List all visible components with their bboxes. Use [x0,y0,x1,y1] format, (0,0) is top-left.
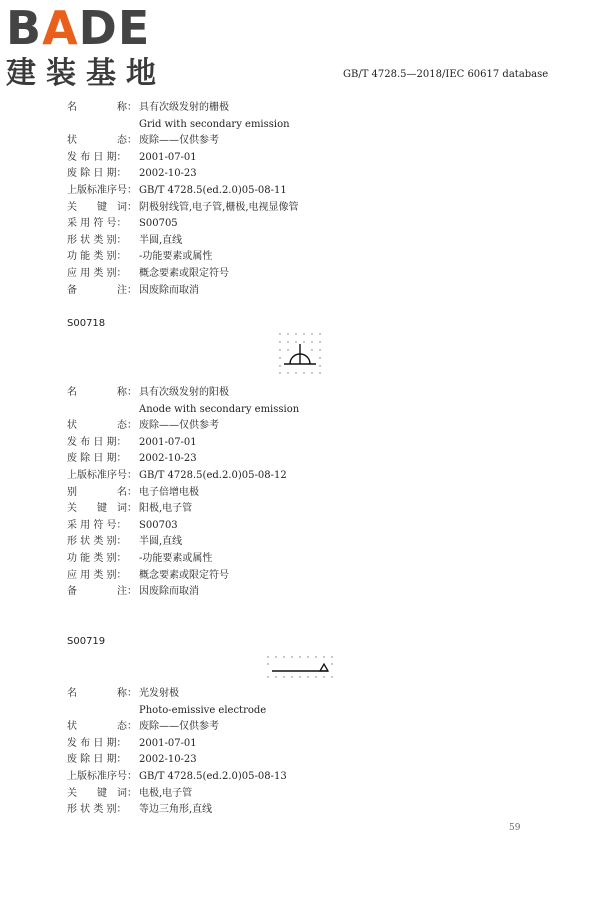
field-value: 阳极,电子管 [139,503,193,515]
field-value: 废除——仅供参考 [139,135,219,147]
field-value: GB/T 4728.5(ed.2.0)05-08-11 [139,185,287,196]
field-value: 具有次级发射的阳极 [139,387,229,398]
field-label: 形 状 类 别： [67,536,127,548]
field-value: 2002-10-23 [139,754,197,766]
field-value: 电子倍增电极 [139,486,199,498]
field-label: 上版标准序号： [67,771,137,782]
field-row [67,487,199,499]
field-label: 关 键 词： [67,787,137,799]
field-row [67,553,212,565]
field-value: 概念要素或限定符号 [139,569,229,581]
anode-secondary-emission-icon [277,331,327,375]
field-row [67,420,219,432]
field-label: 形 状 类 别： [67,234,127,246]
field-row [67,102,229,114]
field-value: 阴极射线管,电子管,栅极,电视显像管 [139,201,299,213]
field-value: GB/T 4728.5(ed.2.0)05-08-13 [139,771,287,782]
field-value: 2002-10-23 [139,168,197,180]
field-value: 2002-10-23 [139,453,197,465]
field-row [67,788,192,800]
entry-code: S00719 [67,636,106,647]
page-number: 59 [509,823,521,833]
field-label: 上版标准序号： [67,185,137,196]
field-label: 功 能 类 别： [67,553,127,564]
field-label: 备 注： [67,284,137,296]
entry-code: S00718 [67,318,106,329]
field-label: 形 状 类 别： [67,804,127,816]
field-label: 名 称： [67,102,137,113]
field-row [67,738,197,750]
field-value: 概念要素或限定符号 [139,268,229,279]
bade-logo [6,2,176,94]
field-value: 光发射极 [139,688,179,699]
field-label: 备 注： [67,586,137,598]
field-label: 关 键 词： [67,503,137,515]
field-value: 因废除而取消 [139,586,199,598]
field-label: 上版标准序号： [67,470,137,481]
field-row [67,688,179,700]
field-row [67,285,199,297]
field-value: 具有次级发射的栅极 [139,102,229,113]
field-label: 功 能 类 别： [67,251,127,263]
field-row [67,152,197,164]
field-label: 废 除 日 期： [67,754,127,766]
field-row [67,218,178,230]
field-value: GB/T 4728.5(ed.2.0)05-08-12 [139,470,287,481]
field-label: 别 名： [67,486,137,498]
field-row [67,570,229,582]
field-label: 应 用 类 别： [67,268,127,279]
field-label: 名 称： [67,688,137,699]
field-value: -功能要素或属性 [139,553,213,564]
field-value: 半圆,直线 [139,536,183,548]
field-row [67,536,182,548]
field-label: 发 布 日 期： [67,436,127,448]
field-label: 废 除 日 期： [67,168,127,180]
field-value: 废除——仅供参考 [139,420,219,432]
field-row [67,235,182,247]
field-value-english: Anode with secondary emission [139,403,300,415]
field-value: 等边三角形,直线 [139,804,213,816]
field-value: -功能要素或属性 [139,251,213,263]
field-label: 发 布 日 期： [67,737,127,749]
logo-cjk: 建装基地 [6,56,166,91]
field-value: 半圆,直线 [139,234,183,246]
field-value: 废除——仅供参考 [139,721,219,733]
field-row [67,520,178,532]
field-value: 2001-07-01 [139,436,197,448]
field-label: 废 除 日 期： [67,453,127,465]
field-label: 状 态： [67,420,137,432]
field-row [67,135,219,147]
field-label: 状 态： [67,135,137,147]
field-value-english: Grid with secondary emission [139,118,290,130]
logo-letters-de: DE [78,1,151,55]
field-row [67,185,287,197]
field-value: 2001-07-01 [139,737,197,749]
field-label: 应 用 类 别： [67,569,127,581]
field-row [67,202,299,214]
field-label: 关 键 词： [67,201,137,213]
logo-wordmark [6,2,176,54]
field-row [67,586,199,598]
photo-emissive-electrode-icon [265,654,337,684]
field-value-english: Photo-emissive electrode [139,704,267,716]
field-value: S00703 [139,519,178,531]
field-row [67,754,197,766]
field-label: 采 用 符 号： [67,218,127,230]
field-row [67,771,287,783]
field-label: 状 态： [67,721,137,733]
field-row [67,721,219,733]
field-row [67,804,212,816]
field-row [67,437,197,449]
field-label: 发 布 日 期： [67,151,127,163]
field-row [67,168,197,180]
document-reference: GB/T 4728.5—2018/IEC 60617 database [343,69,549,80]
field-label: 采 用 符 号： [67,519,127,531]
field-value: 2001-07-01 [139,151,197,163]
field-row [67,453,197,465]
field-row [67,268,229,280]
field-value: 因废除而取消 [139,284,199,296]
field-row [67,387,229,399]
logo-letter-b: B [6,1,43,55]
field-label: 名 称： [67,387,137,398]
field-value: 电极,电子管 [139,787,193,799]
field-row [67,470,287,482]
field-row [67,251,212,263]
field-value: S00705 [139,218,178,230]
logo-letter-a: A [42,1,79,55]
field-row [67,503,192,515]
